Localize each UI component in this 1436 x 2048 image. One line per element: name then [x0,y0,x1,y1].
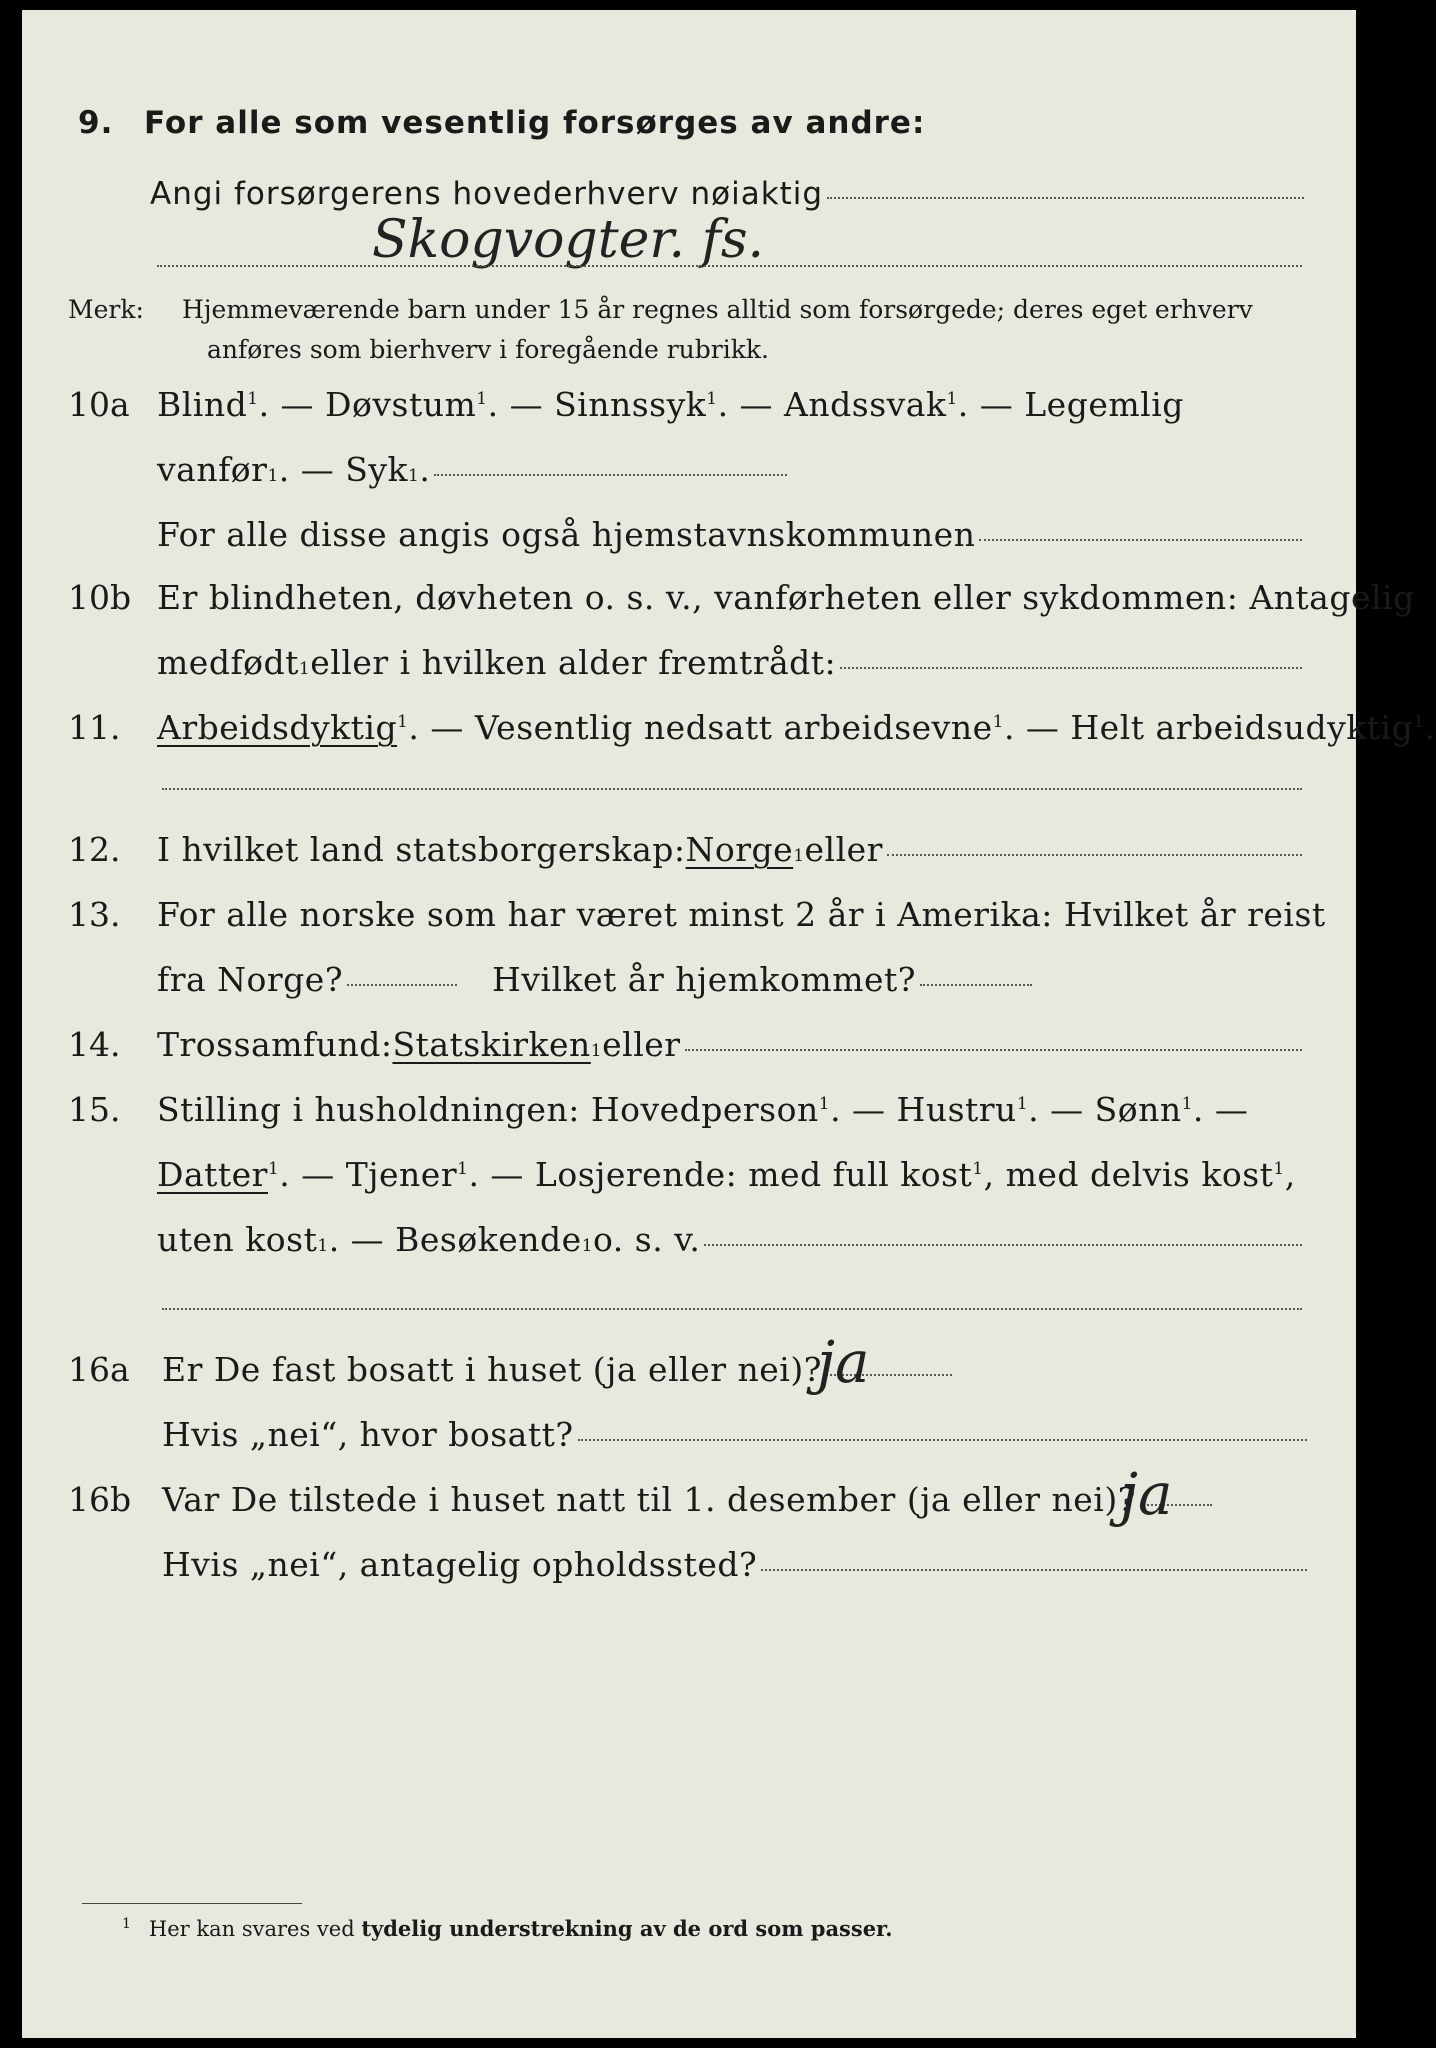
q10b-line-1: Er blindheten, døvheten o. s. v., vanførheten eller sykdommen: Antagelig [157,578,1415,617]
q14-answer-line[interactable] [685,1049,1302,1051]
q15-opt-sonn[interactable]: . — Sønn [1028,1090,1182,1129]
q16a-number: 16a [68,1350,130,1389]
q11-number: 11. [68,708,121,747]
q15-opt-delvis-kost[interactable]: , med delvis kost [983,1155,1274,1194]
q9-title: For alle som vesentlig forsørges av andre: [144,105,926,141]
q15-opt-full-kost[interactable]: . — Losjerende: med full kost [468,1155,973,1194]
q10a-number: 10a [68,385,130,424]
q11-opt-udyktig[interactable]: . — Helt arbeidsudyktig [1003,708,1414,747]
q14-tail: eller [602,1025,681,1064]
merk-label: Merk: [68,295,144,324]
sup-marker: 1 [1413,712,1425,732]
sup-marker: 1 [972,1159,984,1179]
sup-marker: 1 [818,1094,831,1114]
q10b-label: eller i hvilken alder fremtrådt: [310,643,837,682]
q13-hjemkommet-line[interactable] [920,984,1032,986]
q10a-hjemstavn-label: For alle disse angis også hjemstavnskommunen [157,515,976,554]
q12-label: I hvilket land statsborgerskap: [157,830,686,869]
q13-line-2b [492,960,1032,999]
q12-tail: eller [804,830,883,869]
q15-opt-uten-kost[interactable]: uten kost [157,1220,318,1259]
q16a-followup: Hvis „nei“, hvor bosatt? [162,1415,574,1454]
q9-answer-line-2[interactable] [157,265,1302,267]
q15-osv: o. s. v. [593,1220,701,1259]
q16b-number: 16b [68,1480,132,1519]
q12-opt-norge[interactable]: Norge [685,830,794,869]
footnote [122,1916,893,1941]
q15-answer-line[interactable] [704,1244,1302,1246]
q15-line-3: uten kost 1 . — Besøkende 1 o. s. v. [157,1220,1302,1259]
footnote-divider [82,1903,302,1904]
q16b-question: Var De tilstede i huset natt til 1. desember (ja eller nei)? [162,1480,1136,1519]
q14-opt-statskirken[interactable]: Statskirken [392,1025,591,1064]
q10a-opt-syk[interactable]: . — Syk [278,450,408,489]
q15-opt-datter[interactable]: Datter [157,1155,268,1194]
q10a-opt-andssvak[interactable]: . — Andssvak [717,385,947,424]
q16a-followup-line[interactable] [578,1439,1307,1441]
q10b-answer-line[interactable] [840,667,1302,669]
q11-answer-line[interactable] [162,788,1302,790]
q13-hjemkommet-label: Hvilket år hjemkommet? [492,960,916,999]
q10b-line-2: medfødt 1 eller i hvilken alder fremtrådt: [157,643,1302,682]
q13-line-1: For alle norske som har været minst 2 år i Amerika: Hvilket år reist [157,895,1326,934]
sup-marker: 1 [1181,1094,1193,1114]
q16b-line-1 [162,1480,1212,1519]
q15-number: 15. [68,1090,121,1129]
footnote-text-b: tydelig understrekning av de ord som passer. [361,1916,893,1941]
q13-line-2a [157,960,457,999]
q10a-opt-dovstum[interactable]: . — Døvstum [258,385,477,424]
q16a-handwritten-answer: ja [817,1328,870,1396]
q10a-syk-line[interactable] [434,474,787,476]
q10a-opt-vanfor[interactable]: vanfør [157,450,268,489]
q11-opt-nedsatt[interactable]: . — Vesentlig nedsatt arbeidsevne [408,708,993,747]
q10a-opt-blind[interactable]: Blind [157,385,248,424]
q13-number: 13. [68,895,121,934]
q16b-handwritten-answer: ja [1120,1460,1173,1528]
sup-marker: 1 [1273,1159,1285,1179]
q9-prompt: Angi forsørgerens hovederhverv nøiaktig [150,176,824,212]
q9-handwritten-answer: Skogvogter. fs. [372,210,765,270]
q10a-line-3 [157,515,1302,554]
q14-label: Trossamfund: [157,1025,393,1064]
sup-marker: 1 [247,389,259,409]
q14-line: Trossamfund: Statskirken 1 eller [157,1025,1302,1064]
q15-opt-hustru[interactable]: . — Hustru [830,1090,1017,1129]
q15-line-1 [157,1090,1248,1129]
census-form-page [22,10,1436,2038]
q15-answer-line-2[interactable] [162,1308,1302,1310]
q16a-line-2 [162,1415,1307,1454]
q9-number: 9. [78,105,114,141]
q16a-question: Er De fast bosatt i huset (ja eller nei)? [162,1350,822,1389]
q12-answer-line[interactable] [887,854,1302,856]
q9-answer-line[interactable] [827,197,1304,199]
q15-line-2 [157,1155,1296,1194]
q10a-line-1 [157,385,1184,424]
q13-reist-label: fra Norge? [157,960,344,999]
q16b-followup: Hvis „nei“, antagelig opholdssted? [162,1545,758,1584]
q10a-line-2: vanfør 1 . — Syk 1 . [157,450,787,489]
sup-marker: 1 [457,1159,469,1179]
q14-number: 14. [68,1025,121,1064]
q15-comma: , [1284,1155,1296,1194]
sup-marker: 1 [1016,1094,1029,1114]
sup-marker: 1 [267,1159,280,1179]
q15-opt-hovedperson[interactable]: Stilling i husholdningen: Hovedperson [157,1090,819,1129]
q10a-opt-sinnssyk[interactable]: . — Sinnssyk [487,385,707,424]
q10a-opt-legemlig[interactable]: . — Legemlig [957,385,1184,424]
sup-marker: 1 [706,389,718,409]
q11-end: . [1424,708,1436,747]
q16b-followup-line[interactable] [761,1569,1307,1571]
q10a-period: . [419,450,431,489]
sup-marker: 1 [946,389,958,409]
q11-opt-arbeidsdyktig[interactable]: Arbeidsdyktig [157,708,398,747]
footnote-text-a: Her kan svares ved [148,1917,362,1941]
q15-opt-tjener[interactable]: . — Tjener [279,1155,458,1194]
sup-marker: 1 [476,389,488,409]
sup-marker: 1 [992,712,1004,732]
q10b-opt-medfodt[interactable]: medfødt [157,643,299,682]
q12-line: I hvilket land statsborgerskap: Norge 1 eller [157,830,1302,869]
footnote-marker: 1 [122,1916,131,1932]
q15-dash: . — [1192,1090,1249,1129]
q15-opt-besokende[interactable]: . — Besøkende [328,1220,582,1259]
q10b-number: 10b [68,578,132,617]
q9-prompt-row [150,176,1304,212]
q16b-line-2 [162,1545,1307,1584]
q13-reist-line[interactable] [347,984,457,986]
sup-marker: 1 [397,712,409,732]
q11-line [157,708,1436,747]
merk-line-1: Hjemmeværende barn under 15 år regnes alltid som forsørgede; deres eget erhverv [182,295,1253,324]
q10a-hjemstavn-line[interactable] [979,539,1302,541]
merk-line-2: anføres som bierhverv i foregående rubrikk. [207,335,769,364]
q12-number: 12. [68,830,121,869]
